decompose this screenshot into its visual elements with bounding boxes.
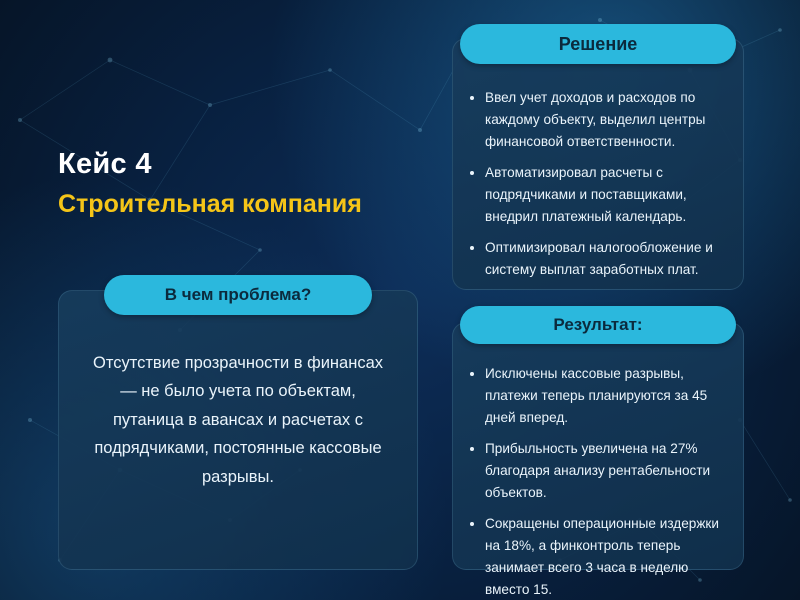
solution-panel xyxy=(452,38,744,290)
result-header-pill xyxy=(460,306,736,344)
page-subtitle: Строительная компания xyxy=(58,190,362,219)
case-title-block xyxy=(58,148,398,221)
result-bullet-list xyxy=(467,363,727,600)
list-item: • Ввел учет доходов и расходов по каждому объекту, выделил центры финансовой ответственности. xyxy=(485,87,727,153)
page-title: Кейс 4 xyxy=(58,148,152,180)
problem-header-label: В чем проблема? xyxy=(164,285,312,304)
problem-text: Отсутствие прозрачности в финансах — не было учета по объектам, путаница в авансах и расчетах с подрядчиками, постоянные кассовые разрывы. xyxy=(93,354,383,486)
problem-header-pill xyxy=(104,275,372,315)
list-item: • Оптимизировал налогообложение и систему выплат заработных плат. xyxy=(485,237,727,281)
solution-bullet-list xyxy=(467,87,727,290)
list-item: • Исключены кассовые разрывы, платежи теперь планируются за 45 дней вперед. xyxy=(485,363,727,429)
solution-header-label: Решение xyxy=(558,33,638,54)
result-panel xyxy=(452,322,744,598)
list-item: • Автоматизировал расчеты с подрядчиками и поставщиками, внедрил платежный календарь. xyxy=(485,162,727,228)
list-item: • Сокращены операционные издержки на 18%, а финконтроль теперь занимает всего 3 часа в неделю вместо 15. xyxy=(485,513,727,600)
solution-header-pill xyxy=(460,24,736,64)
result-header-label: Результат: xyxy=(553,315,643,334)
problem-panel xyxy=(58,290,418,570)
list-item: • Прибыльность увеличена на 27% благодаря анализу рентабельности объектов. xyxy=(485,438,727,504)
